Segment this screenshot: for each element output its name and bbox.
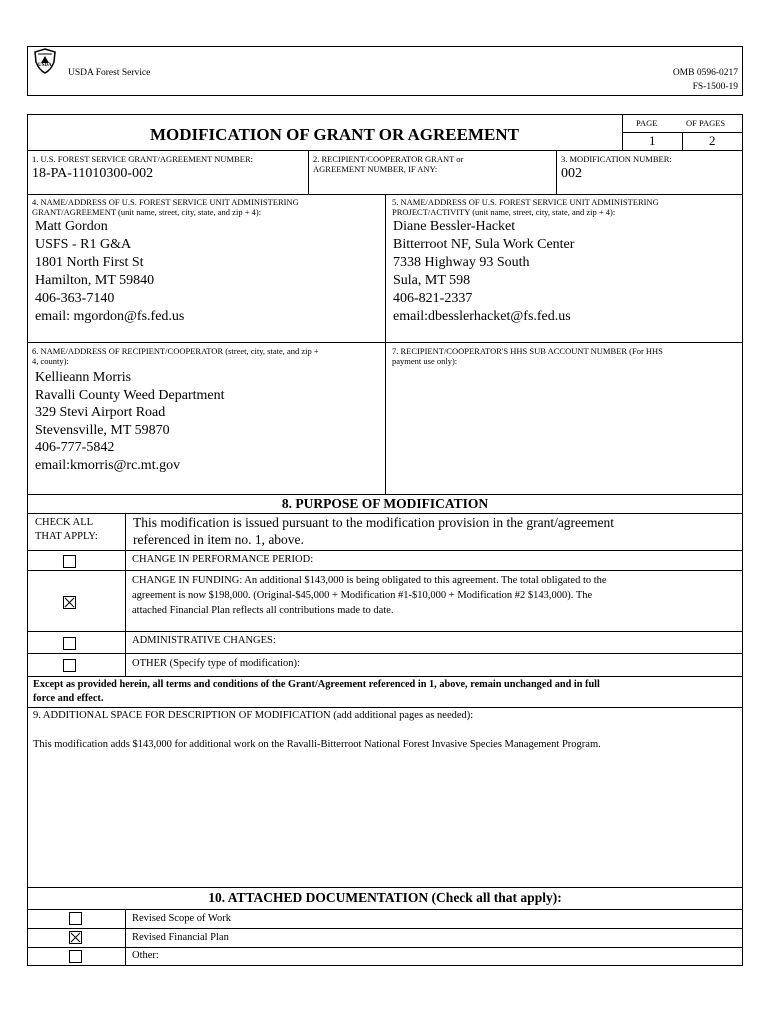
field-4-label-2: GRANT/AGREEMENT (unit name, street, city, state, and zip + 4): <box>32 207 262 217</box>
attached-heading: 10. ATTACHED DOCUMENTATION (Check all that apply): <box>208 890 562 905</box>
check-all-label-1: CHECK ALL <box>35 517 94 528</box>
field-1-value: 18-PA-11010300-002 <box>32 166 154 181</box>
field-4-label-1: 4. NAME/ADDRESS OF U.S. FOREST SERVICE UNIT ADMINISTERING <box>32 197 299 207</box>
omb-number: OMB 0596-0217 <box>672 68 738 78</box>
change-funding-label-3: attached Financial Plan reflects all contributions made to date. <box>132 605 394 616</box>
administrative-changes-checkbox[interactable] <box>63 637 76 650</box>
page-label: PAGE <box>636 118 658 128</box>
field-2-label-2: AGREEMENT NUMBER, IF ANY: <box>313 164 438 174</box>
field-5-address <box>393 218 574 326</box>
change-funding-label-2: agreement is now $198,000. (Original-$45,000 + Modification #1-$10,000 + Modification #2 $143,000). The <box>132 590 593 601</box>
total-pages: 2 <box>709 133 716 148</box>
of-pages-label: OF PAGES <box>686 118 726 128</box>
field-5-label-1: 5. NAME/ADDRESS OF U.S. FOREST SERVICE UNIT ADMINISTERING <box>392 197 659 207</box>
address-line: Sula, MT 598 <box>393 273 471 288</box>
other-modification-checkbox[interactable] <box>63 659 76 672</box>
field-1-label: 1. U.S. FOREST SERVICE GRANT/AGREEMENT NUMBER: <box>32 154 253 164</box>
address-line: 406-363-7140 <box>35 291 115 306</box>
address-line: email:kmorris@rc.mt.gov <box>35 457 181 473</box>
address-line: Stevensville, MT 59870 <box>35 422 170 438</box>
purpose-intro-2: referenced in item no. 1, above. <box>133 532 304 547</box>
except-clause-2: force and effect. <box>33 693 104 704</box>
revised-financial-plan-checkbox[interactable] <box>69 931 82 944</box>
address-line: 406-821-2337 <box>393 291 473 306</box>
address-line: 406-777-5842 <box>35 440 115 455</box>
change-funding-checkbox[interactable] <box>63 596 76 609</box>
address-line: Matt Gordon <box>35 219 108 234</box>
revised-scope-label: Revised Scope of Work <box>132 913 231 924</box>
address-line: email:dbesslerhacket@fs.fed.us <box>393 309 571 324</box>
agency-name: USDA Forest Service <box>68 68 151 78</box>
address-line: 7338 Highway 93 South <box>393 255 530 270</box>
other-attachment-label: Other: <box>132 950 159 961</box>
field-7-label-1: 7. RECIPIENT/COOPERATOR'S HHS SUB ACCOUNT NUMBER (For HHS <box>392 346 663 356</box>
usda-shield-logo <box>33 48 57 74</box>
field-6-label-1: 6. NAME/ADDRESS OF RECIPIENT/COOPERATOR (street, city, state, and zip + <box>32 346 319 356</box>
field-2-label-1: 2. RECIPIENT/COOPERATOR GRANT or <box>313 154 464 164</box>
form-title: MODIFICATION OF GRANT OR AGREEMENT <box>150 125 519 144</box>
check-all-label-2: THAT APPLY: <box>35 531 98 542</box>
change-funding-label-1: CHANGE IN FUNDING: An additional $143,000 is being obligated to this agreement. The total obligated to the <box>132 575 607 586</box>
purpose-heading: 8. PURPOSE OF MODIFICATION <box>281 496 489 511</box>
address-line: 1801 North First St <box>35 255 144 270</box>
additional-space-label: 9. ADDITIONAL SPACE FOR DESCRIPTION OF MODIFICATION (add additional pages as needed): <box>33 710 474 721</box>
other-attachment-checkbox[interactable] <box>69 950 82 963</box>
form-number: FS-1500-19 <box>692 82 738 92</box>
address-line: Ravalli County Weed Department <box>35 387 225 403</box>
address-line: Diane Bessler-Hacket <box>393 219 516 234</box>
other-modification-label: OTHER (Specify type of modification): <box>132 658 300 669</box>
field-3-value: 002 <box>561 166 582 181</box>
logo-text: USDA <box>38 63 52 68</box>
page-number: 1 <box>649 133 656 148</box>
field-7-label-2: payment use only): <box>392 356 458 366</box>
revised-scope-checkbox[interactable] <box>69 912 82 925</box>
change-performance-period-checkbox[interactable] <box>63 555 76 568</box>
address-line: USFS - R1 G&A <box>35 237 132 252</box>
field-4-address <box>35 218 184 326</box>
administrative-changes-label: ADMINISTRATIVE CHANGES: <box>132 635 276 646</box>
address-line: email: mgordon@fs.fed.us <box>35 309 185 324</box>
field-6-label-2: 4, county): <box>32 356 69 366</box>
revised-financial-plan-label: Revised Financial Plan <box>132 932 229 943</box>
except-clause-1: Except as provided herein, all terms and conditions of the Grant/Agreement referenced in 1, above, remain unchanged and in full <box>33 679 600 690</box>
address-line: Bitterroot NF, Sula Work Center <box>393 237 575 252</box>
change-performance-period-label: CHANGE IN PERFORMANCE PERIOD: <box>132 554 314 565</box>
field-6-address <box>35 369 225 474</box>
purpose-intro-1: This modification is issued pursuant to the modification provision in the grant/agreement <box>133 515 615 530</box>
address-line: 329 Stevi Airport Road <box>35 405 166 420</box>
field-5-label-2: PROJECT/ACTIVITY (unit name, street, city, state, and zip + 4): <box>392 207 616 217</box>
address-line: Kellieann Morris <box>35 370 132 385</box>
field-3-label: 3. MODIFICATION NUMBER: <box>561 154 672 164</box>
address-line: Hamilton, MT 59840 <box>35 273 155 288</box>
additional-description: This modification adds $143,000 for additional work on the Ravalli-Bitterroot National Forest Invasive Species Management Program. <box>33 739 601 750</box>
